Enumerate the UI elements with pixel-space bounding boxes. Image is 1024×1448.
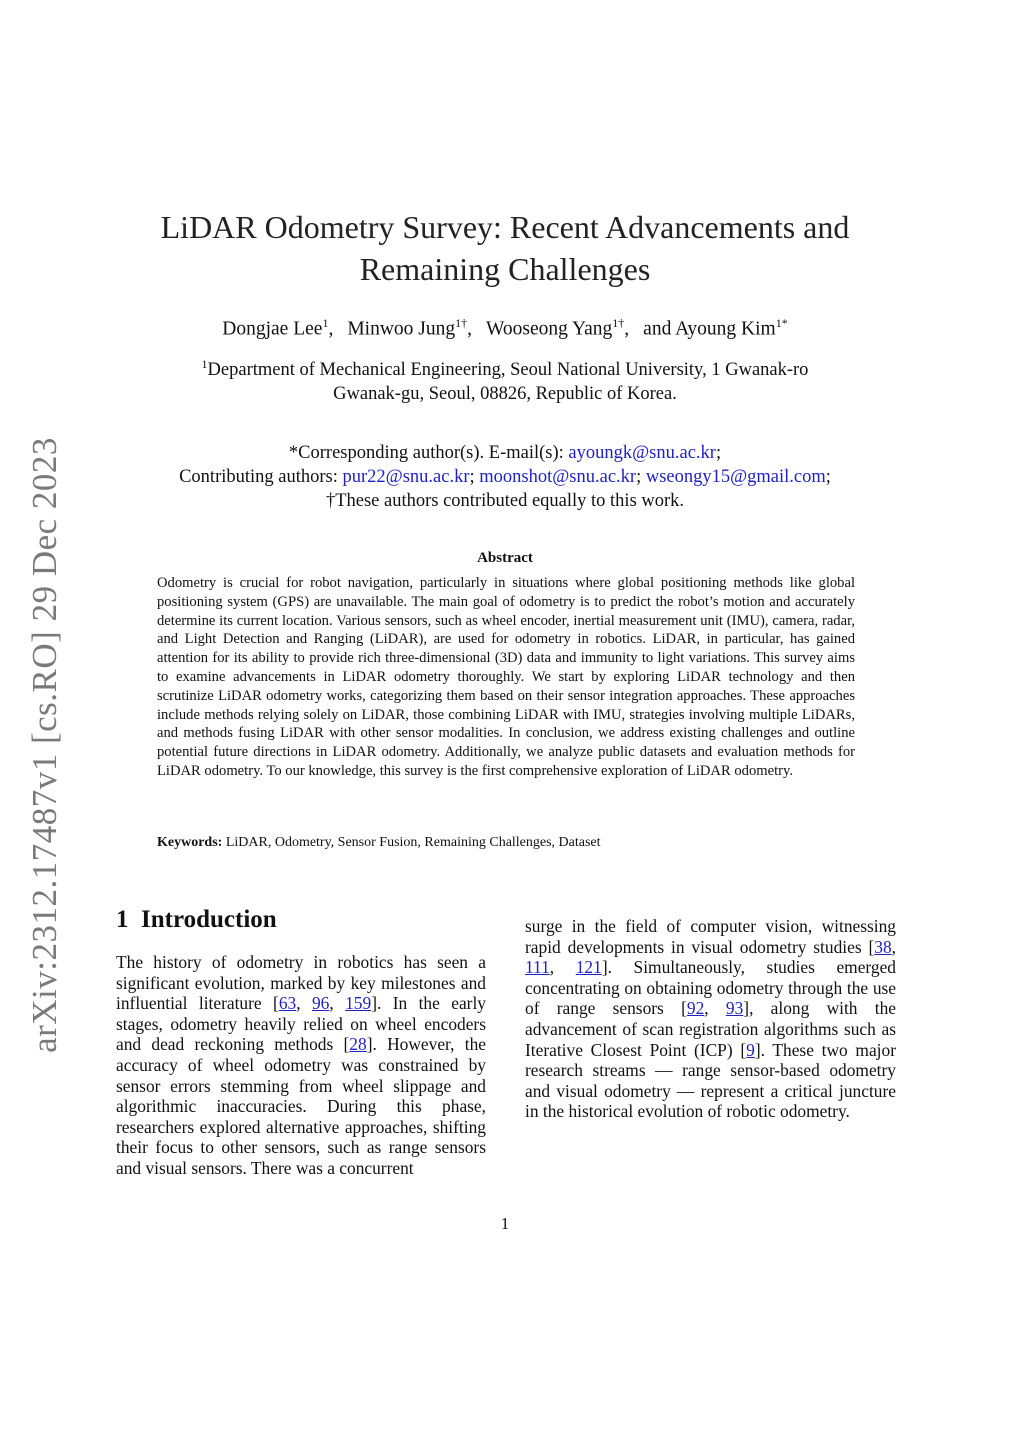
abstract-text: Odometry is crucial for robot navigation, particularly in situations where global positioning methods like global positioning system (GPS) are unavailable. The main goal of odometry is to predict the robot’s motion and accurately determine its current location. Various sensors, such as wheel encoder, inertial measurement unit (IMU), camera, radar, and Light Detection and Ranging (LiDAR), are used for odometry in robotics. LiDAR, in particular, has gained attention for its ability to provide rich three-dimensional (3D) data and immunity to light variations. This survey aims to examine advancements in LiDAR odometry thoroughly. We start by exploring LiDAR technology and then scrutinize LiDAR odometry works, categorizing them based on their sensor integration approaches. These approaches include methods relying solely on LiDAR, those combining LiDAR with IMU, strategies involving multiple LiDARs, and methods fusing LiDAR with other sensor modalities. In conclusion, we address existing challenges and outline potential future directions in LiDAR odometry. Additionally, we analyze public datasets and evaluation methods for LiDAR odometry. To our knowledge, this survey is the first comprehensive exploration of LiDAR odometry. [157,575,855,779]
contributing-prefix: Contributing authors: [179,467,343,487]
page-number: 1 [500,1214,510,1233]
contributing-email-link[interactable]: moonshot@snu.ac.kr [479,467,637,487]
corresponding-prefix: *Corresponding author(s). E-mail(s): [288,443,569,463]
intro-left-column: The history of odometry in robotics has seen a significant evolution, marked by key milestones and influential literature [63, 96, 159]. In the early stages, odometry heavily relied on wheel encoders and dead reckoning methods [28]. However, the accuracy of wheel odometry was constrained by sensor errors stemming from wheel slippage and algorithmic inaccuracies. During this phase, researchers explored alternative approaches, shifting their focus to other sensors, such as range sensors and visual sensors. There was a concurrent [116,952,487,1178]
section-number: 1 [116,906,129,933]
contact-info: *Corresponding author(s). E-mail(s): ayoungk@snu.ac.kr; Contributing authors: pur22@snu.ac.kr; moonshot@snu.ac.kr; wseongy15@gmail.com; †These authors contributed equally to this work. [0,441,1010,513]
affiliation-line-1: Department of Mechanical Engineering, Seoul National University, 1 Gwanak-ro [207,360,809,381]
author-mark: 1* [775,316,788,330]
citation-link[interactable]: 111 [525,957,550,978]
citation-link[interactable]: 38 [874,936,892,957]
arxiv-identifier: arXiv:2312.17487v1 [cs.RO] 29 Dec 2023 [25,437,65,1053]
keywords-label: Keywords: [157,835,223,850]
citation-link[interactable]: 159 [345,993,372,1014]
author-name: and Ayoung Kim [643,318,776,340]
section-title: Introduction [141,906,277,933]
citation-link[interactable]: 9 [746,1039,755,1060]
author-list: Dongjae Lee$^1$, Minwoo Jung$^{1\dagger}$, Wooseong Yang$^{1\dagger}$, and Ayoung Kim$^{1*}$ [222,316,788,340]
contributing-email-link[interactable]: pur22@snu.ac.kr [342,467,470,487]
contributing-email-link[interactable]: wseongy15@gmail.com [645,467,826,487]
author-mark: 1 [322,316,329,330]
paper-title [0,206,1010,290]
title-line-1: LiDAR Odometry Survey: Recent Advancements and [160,209,850,245]
author-mark: 1† [455,316,468,330]
keywords-text: LiDAR, Odometry, Sensor Fusion, Remaining Challenges, Dataset [225,835,601,850]
affiliation [0,352,1010,406]
intro-right-column: surge in the field of computer vision, witnessing rapid developments in visual odometry studies [38, 111, 121]. Simultaneously, studies emerged concentrating on obtaining odometry through the use of range sensors [92, 93], along with the advancement of scan registration algorithms such as Iterative Closest Point (ICP) [9]. These two major research streams — range sensor-based odometry and visual odometry — represent a critical juncture in the historical evolution of robotic odometry. [525,916,896,1122]
corresponding-email-link[interactable]: ayoungk@snu.ac.kr [568,443,716,463]
citation-link[interactable]: 92 [686,998,705,1019]
author-name: Dongjae Lee [222,318,323,340]
keywords [157,835,857,851]
citation-link[interactable]: 63 [278,993,297,1014]
citation-link[interactable]: 93 [725,998,744,1019]
author-name: Minwoo Jung [347,318,456,340]
title-line-2: Remaining Challenges [359,251,651,287]
equal-contribution-note: †These authors contributed equally to this work. [325,491,685,511]
affiliation-line-2: Gwanak-gu, Seoul, 08826, Republic of Korea. [333,384,677,405]
citation-link[interactable]: 96 [311,993,330,1014]
citation-link[interactable]: 28 [349,1034,367,1055]
author-name: Wooseong Yang [486,318,613,340]
section-heading [116,906,277,934]
author-mark: 1† [612,316,625,330]
affiliation-mark: 1 [201,357,208,371]
arxiv-watermark [20,437,70,1053]
abstract-heading: Abstract [477,550,533,566]
citation-link[interactable]: 121 [575,957,602,978]
